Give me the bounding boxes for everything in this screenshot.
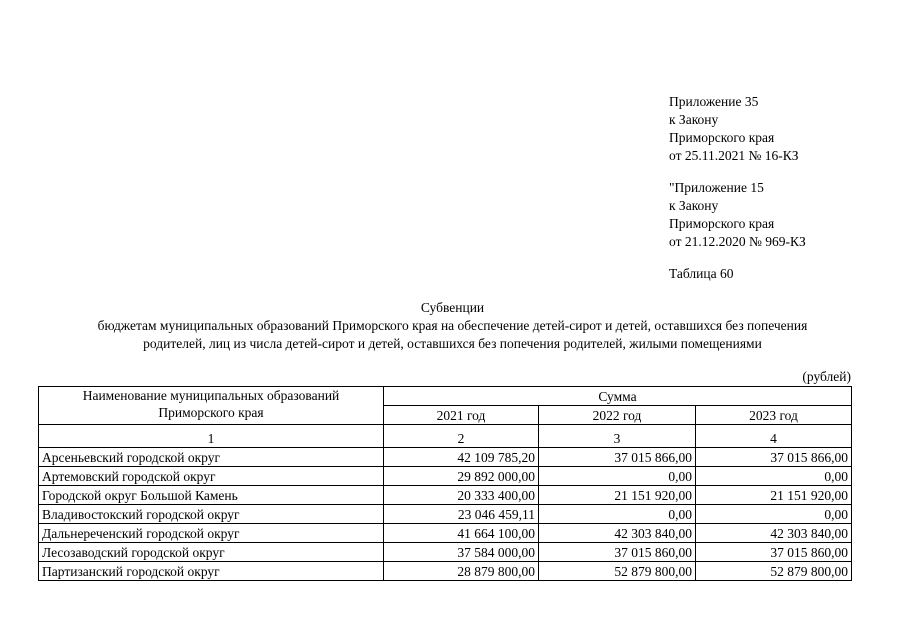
row-value-2022: 21 151 920,00 xyxy=(539,486,696,505)
header-name-line1: Наименование муниципальных образований xyxy=(82,388,340,403)
row-value-2022: 37 015 866,00 xyxy=(539,448,696,467)
table-row xyxy=(39,543,852,562)
document-title xyxy=(30,299,875,353)
appendix-original-line4: от 21.12.2020 № 969-КЗ xyxy=(669,234,806,249)
row-name: Дальнереченский городской округ xyxy=(39,524,384,543)
appendix-current-line4: от 25.11.2021 № 16-КЗ xyxy=(669,148,799,163)
row-value-2021: 29 892 000,00 xyxy=(384,467,539,486)
row-value-2022: 42 303 840,00 xyxy=(539,524,696,543)
header-name-cell xyxy=(39,387,384,425)
units-label: (рублей) xyxy=(802,369,851,384)
title-line1: Субвенции xyxy=(420,300,485,315)
row-value-2023: 0,00 xyxy=(696,467,852,486)
row-value-2021: 42 109 785,20 xyxy=(384,448,539,467)
table-row xyxy=(39,562,852,581)
appendix-original-block xyxy=(669,179,806,251)
header-name-line2: Приморского края xyxy=(158,405,264,420)
row-value-2023: 52 879 800,00 xyxy=(696,562,852,581)
appendix-current-line2: к Закону xyxy=(669,112,719,127)
subventions-table xyxy=(38,386,852,581)
appendix-current-line3: Приморского края xyxy=(669,130,775,145)
row-value-2021: 37 584 000,00 xyxy=(384,543,539,562)
table-row xyxy=(39,467,852,486)
appendix-original-line2: к Закону xyxy=(669,198,719,213)
title-line3: родителей, лиц из числа детей-сирот и детей, оставшихся без попечения родителей, жилыми помещениями xyxy=(143,336,762,351)
row-value-2021: 28 879 800,00 xyxy=(384,562,539,581)
table-number: Таблица 60 xyxy=(669,266,734,281)
appendix-current-block xyxy=(669,93,799,165)
header-year-2022: 2022 год xyxy=(539,406,696,425)
column-number-4: 4 xyxy=(696,429,852,448)
column-number-row xyxy=(39,429,852,448)
header-sum-cell: Сумма xyxy=(384,387,852,406)
row-value-2022: 37 015 860,00 xyxy=(539,543,696,562)
row-value-2023: 0,00 xyxy=(696,505,852,524)
table-row xyxy=(39,486,852,505)
row-value-2023: 21 151 920,00 xyxy=(696,486,852,505)
row-value-2023: 37 015 866,00 xyxy=(696,448,852,467)
row-value-2021: 41 664 100,00 xyxy=(384,524,539,543)
table-row xyxy=(39,505,852,524)
header-row xyxy=(39,387,852,406)
column-number-2: 2 xyxy=(384,429,539,448)
row-value-2022: 0,00 xyxy=(539,467,696,486)
title-line2: бюджетам муниципальных образований Приморского края на обеспечение детей-сирот и детей, оставшихся без попечения xyxy=(97,318,808,333)
header-year-2021: 2021 год xyxy=(384,406,539,425)
row-name: Лесозаводский городской округ xyxy=(39,543,384,562)
row-name: Арсеньевский городской округ xyxy=(39,448,384,467)
row-name: Артемовский городской округ xyxy=(39,467,384,486)
row-name: Владивостокский городской округ xyxy=(39,505,384,524)
appendix-original-line1: "Приложение 15 xyxy=(669,180,764,195)
row-name: Партизанский городской округ xyxy=(39,562,384,581)
row-value-2023: 42 303 840,00 xyxy=(696,524,852,543)
row-value-2022: 0,00 xyxy=(539,505,696,524)
table-row xyxy=(39,524,852,543)
column-number-1: 1 xyxy=(39,429,384,448)
column-number-3: 3 xyxy=(539,429,696,448)
appendix-original-line3: Приморского края xyxy=(669,216,775,231)
row-value-2023: 37 015 860,00 xyxy=(696,543,852,562)
row-name: Городской округ Большой Камень xyxy=(39,486,384,505)
table-row xyxy=(39,448,852,467)
row-value-2021: 20 333 400,00 xyxy=(384,486,539,505)
appendix-current-line1: Приложение 35 xyxy=(669,94,759,109)
row-value-2021: 23 046 459,11 xyxy=(384,505,539,524)
row-value-2022: 52 879 800,00 xyxy=(539,562,696,581)
header-year-2023: 2023 год xyxy=(696,406,852,425)
